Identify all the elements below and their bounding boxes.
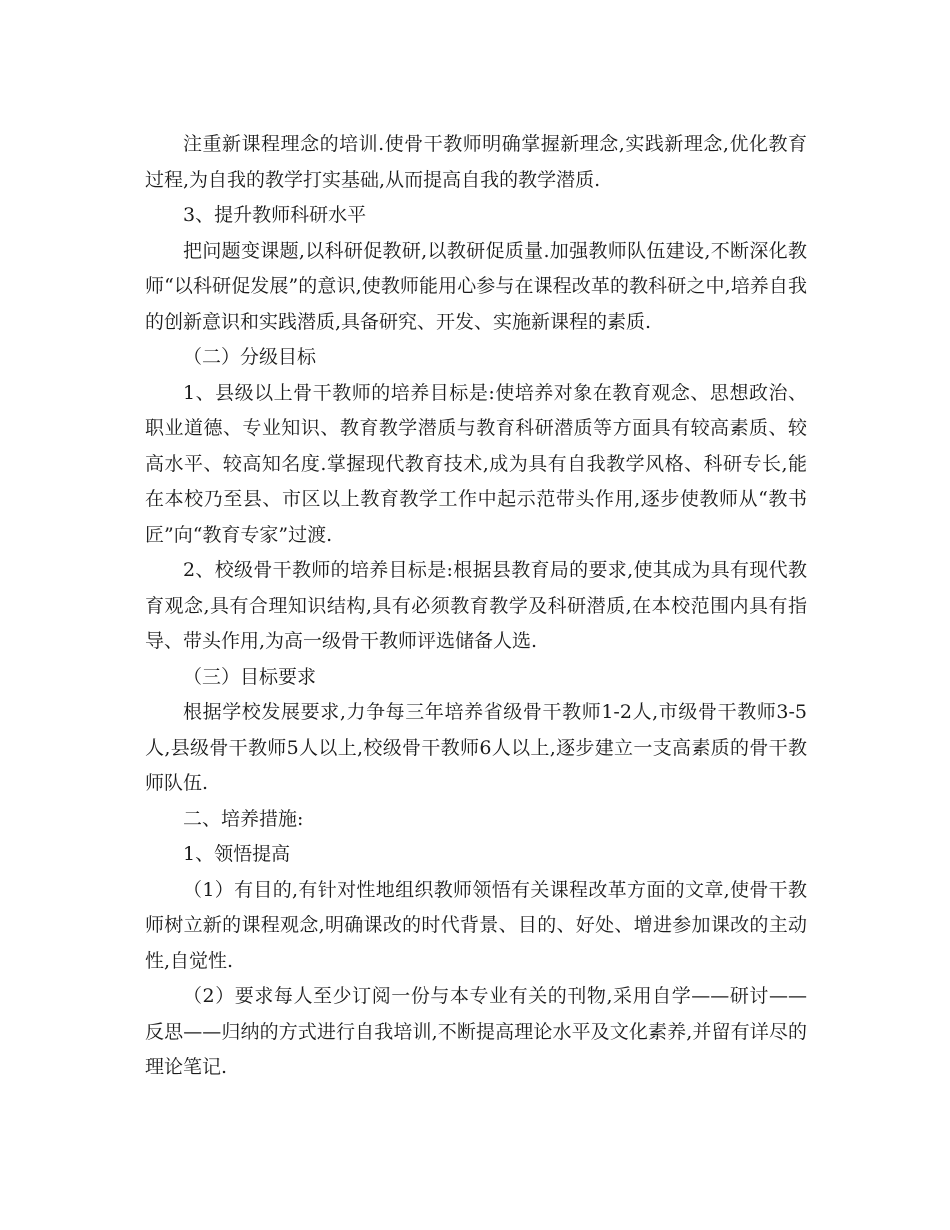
- paragraph-county-level-goals: 1、县级以上骨干教师的培养目标是:使培养对象在教育观念、思想政治、职业道德、专业知识、教育教学潜质与教育科研潜质等方面具有较高素质、较高水平、较高知名度.掌握现代教育技术,成为具有自我教学风格、科研专长,能在本校乃至县、市区以上教育教学工作中起示范带头作用,逐步使教师从“教书匠”向“教育专家”过渡.: [145, 381, 807, 546]
- paragraph-school-level-goals: 2、校级骨干教师的培养目标是:根据县教育局的要求,使其成为具有现代教育观念,具有合理知识结构,具有必须教育教学及科研潜质,在本校范围内具有指导、带头作用,为高一级骨干教师评选储备人选.: [145, 559, 807, 652]
- heading-goal-requirements: （三）目标要求: [183, 665, 317, 688]
- document-body: [145, 127, 807, 1086]
- heading-training-measures: 二、培养措施:: [183, 807, 304, 830]
- heading-research-level: 3、提升教师科研水平: [183, 204, 367, 226]
- heading-comprehension: 1、领悟提高: [183, 843, 291, 865]
- heading-graded-goals: （二）分级目标: [183, 346, 317, 368]
- paragraph-research-promotion: 把问题变课题,以科研促教研,以教研促质量.加强教师队伍建设,不断深化教师“以科研促发展”的意识,使教师能用心参与在课程改革的教科研之中,培养自我的创新意识和实践潜质,具备研究、开发、实施新课程的素质.: [145, 239, 807, 333]
- paragraph-measure-1: （1）有目的,有针对性地组织教师领悟有关课程改革方面的文章,使骨干教师树立新的课程观念,明确课改的时代背景、目的、好处、增进参加课改的主动性,自觉性.: [145, 878, 807, 972]
- paragraph-course-concept-training: 注重新课程理念的培训.使骨干教师明确掌握新理念,实践新理念,优化教育过程,为自我的教学打实基础,从而提高自我的教学潜质.: [145, 133, 807, 191]
- paragraph-goal-requirements: 根据学校发展要求,力争每三年培养省级骨干教师1-2人,市级骨干教师3-5人,县级骨干教师5人以上,校级骨干教师6人以上,逐步建立一支高素质的骨干教师队伍.: [145, 701, 807, 794]
- paragraph-measure-2: （2）要求每人至少订阅一份与本专业有关的刊物,采用自学——研讨——反思——归纳的方式进行自我培训,不断提高理论水平及文化素养,并留有详尽的理论笔记.: [145, 985, 807, 1078]
